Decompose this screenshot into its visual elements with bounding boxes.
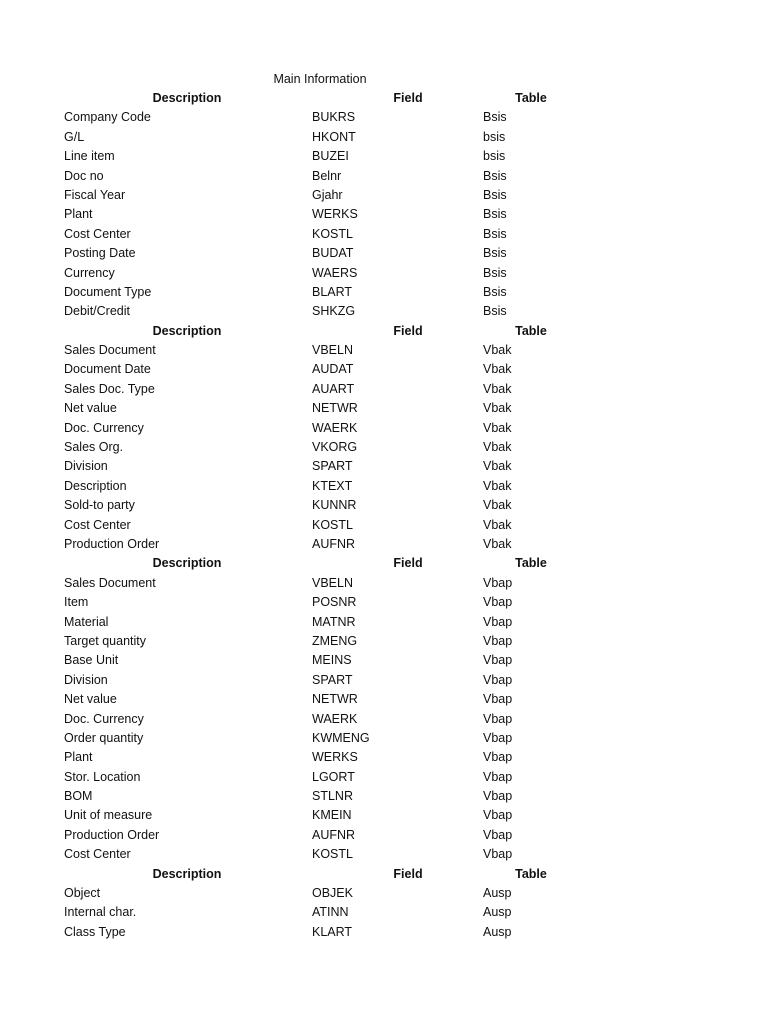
cell-description: Sales Document [64, 575, 156, 590]
table-row [64, 283, 624, 302]
cell-field: POSNR [312, 595, 357, 610]
cell-field: KTEXT [312, 478, 353, 493]
cell-table: Vbap [483, 808, 513, 823]
cell-table: Vbak [483, 478, 512, 493]
cell-table: Vbap [483, 750, 513, 765]
cell-field: ZMENG [312, 633, 358, 648]
cell-field: BLART [312, 284, 353, 299]
column-header-field: Field [393, 866, 423, 881]
table-row [64, 923, 624, 942]
table-row [64, 477, 624, 496]
table-row [64, 768, 624, 787]
cell-description: Base Unit [64, 653, 119, 668]
cell-description: BOM [64, 789, 93, 804]
table-header-row [64, 554, 624, 573]
cell-description: Line item [64, 149, 115, 164]
cell-field: AUDAT [312, 362, 354, 377]
cell-description: Doc. Currency [64, 711, 144, 726]
cell-field: Gjahr [312, 187, 343, 202]
cell-description: Description [64, 478, 127, 493]
table-row [64, 826, 624, 845]
cell-table: Vbap [483, 692, 513, 707]
column-header-table: Table [515, 866, 547, 881]
table-row [64, 535, 624, 554]
table-header-row [64, 322, 624, 341]
cell-description: Unit of measure [64, 808, 153, 823]
cell-field: WAERK [312, 711, 358, 726]
cell-description: Material [64, 614, 109, 629]
cell-field: KLART [312, 924, 353, 939]
table-row [64, 574, 624, 593]
column-header-field: Field [393, 91, 423, 105]
table-row [64, 108, 624, 127]
cell-table: Bsis [483, 226, 507, 241]
document-title: Main Information [273, 72, 367, 86]
cell-description: Class Type [64, 924, 126, 939]
cell-description: Posting Date [64, 246, 136, 261]
table-row [64, 167, 624, 186]
table-row [64, 903, 624, 922]
table-header-row [64, 89, 624, 108]
column-header-field: Field [393, 323, 423, 338]
table-header-row [64, 865, 624, 884]
cell-description: Sales Org. [64, 440, 124, 455]
cell-description: Production Order [64, 536, 160, 551]
cell-table: Vbap [483, 730, 513, 745]
table-row [64, 690, 624, 709]
column-header-table: Table [515, 556, 547, 571]
cell-table: Vbak [483, 459, 512, 474]
cell-description: Stor. Location [64, 769, 141, 784]
cell-description: Object [64, 886, 101, 901]
cell-description: Doc no [64, 168, 104, 183]
cell-table: Ausp [483, 905, 512, 920]
table-row [64, 457, 624, 476]
table-row [64, 264, 624, 283]
cell-field: KOSTL [312, 847, 353, 862]
cell-table: Bsis [483, 246, 507, 261]
table-row [64, 516, 624, 535]
cell-table: Vbap [483, 827, 513, 842]
cell-field: VKORG [312, 440, 358, 455]
cell-table: Vbak [483, 362, 512, 377]
table-row [64, 380, 624, 399]
cell-field: AUFNR [312, 536, 356, 551]
cell-field: KMEIN [312, 808, 352, 823]
cell-description: Division [64, 459, 108, 474]
cell-field: BUDAT [312, 246, 354, 261]
cell-description: Internal char. [64, 905, 137, 920]
cell-table: Vbak [483, 420, 512, 435]
cell-table: Vbak [483, 517, 512, 532]
cell-description: G/L [64, 129, 85, 144]
column-header-field: Field [393, 556, 423, 571]
cell-field: BUZEI [312, 149, 349, 164]
table-row [64, 729, 624, 748]
cell-table: Vbap [483, 653, 513, 668]
cell-table: Vbap [483, 595, 513, 610]
cell-field: SHKZG [312, 304, 356, 319]
cell-table: Vbap [483, 769, 513, 784]
cell-description: Production Order [64, 827, 160, 842]
column-header-description: Description [152, 866, 222, 881]
cell-field: WAERS [312, 265, 358, 280]
cell-description: Cost Center [64, 517, 131, 532]
cell-description: Currency [64, 265, 115, 280]
table-row [64, 302, 624, 321]
cell-table: Ausp [483, 924, 512, 939]
cell-description: Net value [64, 692, 117, 707]
cell-field: OBJEK [312, 886, 353, 901]
cell-table: Vbap [483, 711, 513, 726]
cell-table: Vbap [483, 614, 513, 629]
table-row [64, 651, 624, 670]
table-row [64, 399, 624, 418]
cell-field: KOSTL [312, 226, 353, 241]
table-row [64, 710, 624, 729]
cell-table: Bsis [483, 168, 507, 183]
cell-description: Net value [64, 401, 117, 416]
cell-table: Bsis [483, 110, 507, 125]
cell-field: NETWR [312, 692, 358, 707]
table-row [64, 496, 624, 515]
cell-description: Fiscal Year [64, 187, 126, 202]
table-row [64, 128, 624, 147]
cell-description: Debit/Credit [64, 304, 130, 319]
table-row [64, 360, 624, 379]
table-row [64, 884, 624, 903]
column-header-description: Description [152, 556, 222, 571]
cell-table: Vbak [483, 440, 512, 455]
cell-description: Sales Doc. Type [64, 381, 155, 396]
table-row [64, 147, 624, 166]
cell-field: VBELN [312, 575, 353, 590]
cell-table: bsis [483, 129, 506, 144]
cell-description: Plant [64, 207, 93, 222]
cell-field: KWMENG [312, 730, 370, 745]
cell-table: Bsis [483, 207, 507, 222]
cell-field: WERKS [312, 750, 358, 765]
cell-description: Cost Center [64, 226, 131, 241]
column-header-table: Table [515, 91, 547, 105]
cell-description: Plant [64, 750, 93, 765]
cell-description: Division [64, 672, 108, 687]
cell-table: Vbak [483, 536, 512, 551]
cell-description: Document Type [64, 284, 152, 299]
cell-field: VBELN [312, 343, 353, 358]
column-header-description: Description [152, 323, 222, 338]
cell-field: SPART [312, 672, 353, 687]
cell-table: Vbap [483, 575, 513, 590]
table-row [64, 341, 624, 360]
cell-table: Ausp [483, 886, 512, 901]
cell-table: Bsis [483, 304, 507, 319]
cell-table: Vbap [483, 847, 513, 862]
cell-description: Sales Document [64, 343, 156, 358]
column-header-description: Description [152, 91, 222, 105]
cell-field: AUFNR [312, 827, 356, 842]
cell-field: HKONT [312, 129, 356, 144]
table-row [64, 806, 624, 825]
table-row [64, 748, 624, 767]
cell-description: Doc. Currency [64, 420, 144, 435]
cell-field: AUART [312, 381, 355, 396]
table-row [64, 225, 624, 244]
cell-field: MEINS [312, 653, 352, 668]
cell-table: Bsis [483, 187, 507, 202]
cell-table: Vbap [483, 633, 513, 648]
cell-table: Bsis [483, 284, 507, 299]
table-row [64, 419, 624, 438]
cell-field: Belnr [312, 168, 342, 183]
cell-description: Target quantity [64, 633, 146, 648]
cell-description: Cost Center [64, 847, 131, 862]
cell-table: Vbak [483, 343, 512, 358]
cell-description: Order quantity [64, 730, 144, 745]
cell-field: NETWR [312, 401, 358, 416]
column-header-table: Table [515, 323, 547, 338]
cell-description: Company Code [64, 110, 151, 125]
cell-table: Vbak [483, 401, 512, 416]
cell-table: Vbak [483, 498, 512, 513]
cell-field: SPART [312, 459, 353, 474]
table-row [64, 632, 624, 651]
cell-field: KUNNR [312, 498, 357, 513]
cell-field: WERKS [312, 207, 358, 222]
table-row [64, 671, 624, 690]
table-row [64, 438, 624, 457]
cell-table: bsis [483, 149, 506, 164]
field-mapping-table [64, 89, 624, 942]
cell-field: MATNR [312, 614, 356, 629]
cell-field: BUKRS [312, 110, 356, 125]
cell-field: WAERK [312, 420, 358, 435]
cell-description: Document Date [64, 362, 151, 377]
cell-table: Vbap [483, 789, 513, 804]
table-row [64, 787, 624, 806]
table-row [64, 205, 624, 224]
cell-field: ATINN [312, 905, 349, 920]
cell-field: STLNR [312, 789, 353, 804]
cell-field: KOSTL [312, 517, 353, 532]
cell-table: Vbak [483, 381, 512, 396]
table-row [64, 186, 624, 205]
cell-description: Sold-to party [64, 498, 135, 513]
cell-table: Bsis [483, 265, 507, 280]
table-row [64, 244, 624, 263]
cell-field: LGORT [312, 769, 355, 784]
table-row [64, 613, 624, 632]
table-row [64, 593, 624, 612]
table-row [64, 845, 624, 864]
cell-description: Item [64, 595, 89, 610]
cell-table: Vbap [483, 672, 513, 687]
